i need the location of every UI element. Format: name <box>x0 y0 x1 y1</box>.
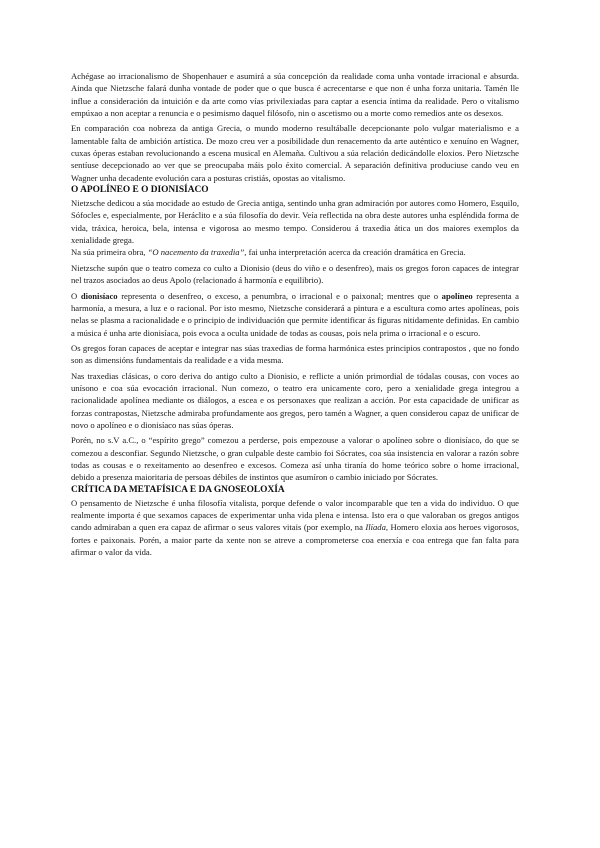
paragraph-gregos: Os gregos foran capaces de aceptar e integrar nas súas traxedias de forma harmónica estes principios contrapostos , que no fondo son as dimensións fundamentais da realidade e a vida mesma. <box>71 342 519 366</box>
paragraph-dionisiaco-apolineo <box>71 290 519 339</box>
paragraph-vitalismo <box>71 497 519 559</box>
paragraph-schopenhauer: Achégase ao irracionalismo de Shopenhauer e asumirá a súa concepción da realidade coma unha vontade irracional e absurda. Ainda que Nietzsche falará dunha vontade de poder que o que busca é acrecentarse e que non é unha forza unitaria. Tamén lle influe a consideración da intuición e da arte como vías privilexiadas para captar a esencia íntima da realidade. Pero o vitalismo empúxao a non aceptar a renuncia e o pesimismo daquel filósofo, nin o ascetismo ou a morte como remedios ante os desexos. <box>71 71 519 119</box>
text-run: O pensamento de Nietzsche é unha filosofía vitalista, porque defende o valor incomparable que ten a vida do individuo. O que realmente importa é que sexamos capaces de experimentar unha vida plena e intensa. Isto era o que valoraban os gregos antigos cando admiraban a quen era capaz de afirmar o seus valores vitais (por exemplo, na <box>71 497 519 533</box>
heading-apolineo-dionisiaco: O APOLÍNEO E O DIONISÍACO <box>71 185 209 196</box>
document-page <box>71 70 519 558</box>
text-run: representa o desenfreo, o exceso, a penumbra, o irracional e o paixonal; mentres que o <box>117 290 442 301</box>
term-dionisiaco: dionisíaco <box>80 290 118 301</box>
text-run: representa a harmonía, a mesura, a luz e o racional. Por isto mesmo, Nietzsche considerará a pintura e a escultura como artes apolíneas, pois nelas se plasma a racionalidade e o principio de individuación que permite identificar ás figuras nitidamente definidas. En cambio a música é unha arte dionisíaca, pois evoca a oculta unidade de todas as cousas, pois nela prima o irracional e o escuro. <box>71 290 519 338</box>
text-run: Na súa primeira obra, <box>71 247 148 258</box>
text-run: O <box>71 290 81 301</box>
book-title-iliada: Ilíada <box>365 522 386 533</box>
paragraph-dionisio-apolo: Nietzsche supón que o teatro comeza co culto a Dionisio (deus do viño e o desenfreo), mais os gregos foron capaces de integrar nel trazos asociados ao deus Apolo (relacionado á harmonía e equilibrio). <box>71 262 519 286</box>
paragraph-primeira-obra <box>71 246 519 258</box>
paragraph-grecia: Nietzsche dedicou a súa mocidade ao estudo de Grecia antiga, sentindo unha gran admiración por autores como Homero, Esquilo, Sófocles e, especialmente, por Heráclito e a súa filosofía do devir. Veía reflectida na obra deste autores unha espléndida forma de vida, tráxica, heroica, bela, intensa e vigorosa ao mesmo tempo. Considerou á traxedia ática un dos maiores exemplos da xenialidade grega. <box>71 198 519 246</box>
term-apolineo: apolíneo <box>441 290 473 301</box>
text-run: , fai unha interpretación acerca da creación dramática en Grecia. <box>244 247 466 258</box>
book-title: “O nacemento da traxedia” <box>147 247 245 258</box>
paragraph-socrates: Porén, no s.V a.C., o “espírito grego” comezou a perderse, pois empezouse a valorar o apolíneo sobre o dionisíaco, do que se comezou a desconfiar. Segundo Nietzsche, o gran culpable deste cambio foi Sócrates, coa súa insistencia en valorar a razón sobre todas as cousas e o rexeitamento ao desenfreo e excesos. Comeza así unha tiranía do home teórico sobre o home irracional, debido a presenza maioritaria de persoas débiles de instintos que asumíron o cambio iniciado por Sócrates. <box>71 435 519 483</box>
heading-critica-metafisica: CRÍTICA DA METAFÍSICA E DA GNOSEOLOXÍA <box>71 484 285 495</box>
paragraph-wagner: En comparación coa nobreza da antiga Grecia, o mundo moderno resultáballe decepcionante polo vulgar materialismo e a lamentable falta de ambición artística. De mozo creu ver a posibilidade dun renacemento da arte auténtico e xenuíno en Wagner, cuxas óperas estaban revolucionando a escena musical en Alemaña. Cultivou a súa relación dedicándolle eloxios. Pero Nietzsche sentíuse decepcionado ao ver que se preocupaba máis polo éxito comercial. A separación definitiva produciuse cando veu en Wagner unha decadente evolución cara a posturas cristiás, opostas ao vitalismo. <box>71 123 519 183</box>
text-run: , Homero eloxia aos heroes vigorosos, fortes e paixonais. Porén, a maior parte da xente non se atreve a comprometerse coa enerxía e coa entrega que fan falta para afirmar o valor da vida. <box>71 522 519 558</box>
paragraph-traxedias: Nas traxedias clásicas, o coro deriva do antigo culto a Dionisio, e reflicte a unión primordial de tódalas cousas, con voces ao unísono e coa súa evocación irracional. Nun comezo, o teatro era unicamente coro, pero a xenialidade grega integrou a racionalidade apolínea mediante os diálogos, a escea e os personaxes que realizan a acción. Por esta capacidade de unificar as forzas contrapostas, Nietzsche admiraba profundamente aos gregos, pero tamén a Wagner, a quen considerou capaz de unificar de novo o apolíneo e o dionisíaco nas súas óperas. <box>71 370 519 430</box>
